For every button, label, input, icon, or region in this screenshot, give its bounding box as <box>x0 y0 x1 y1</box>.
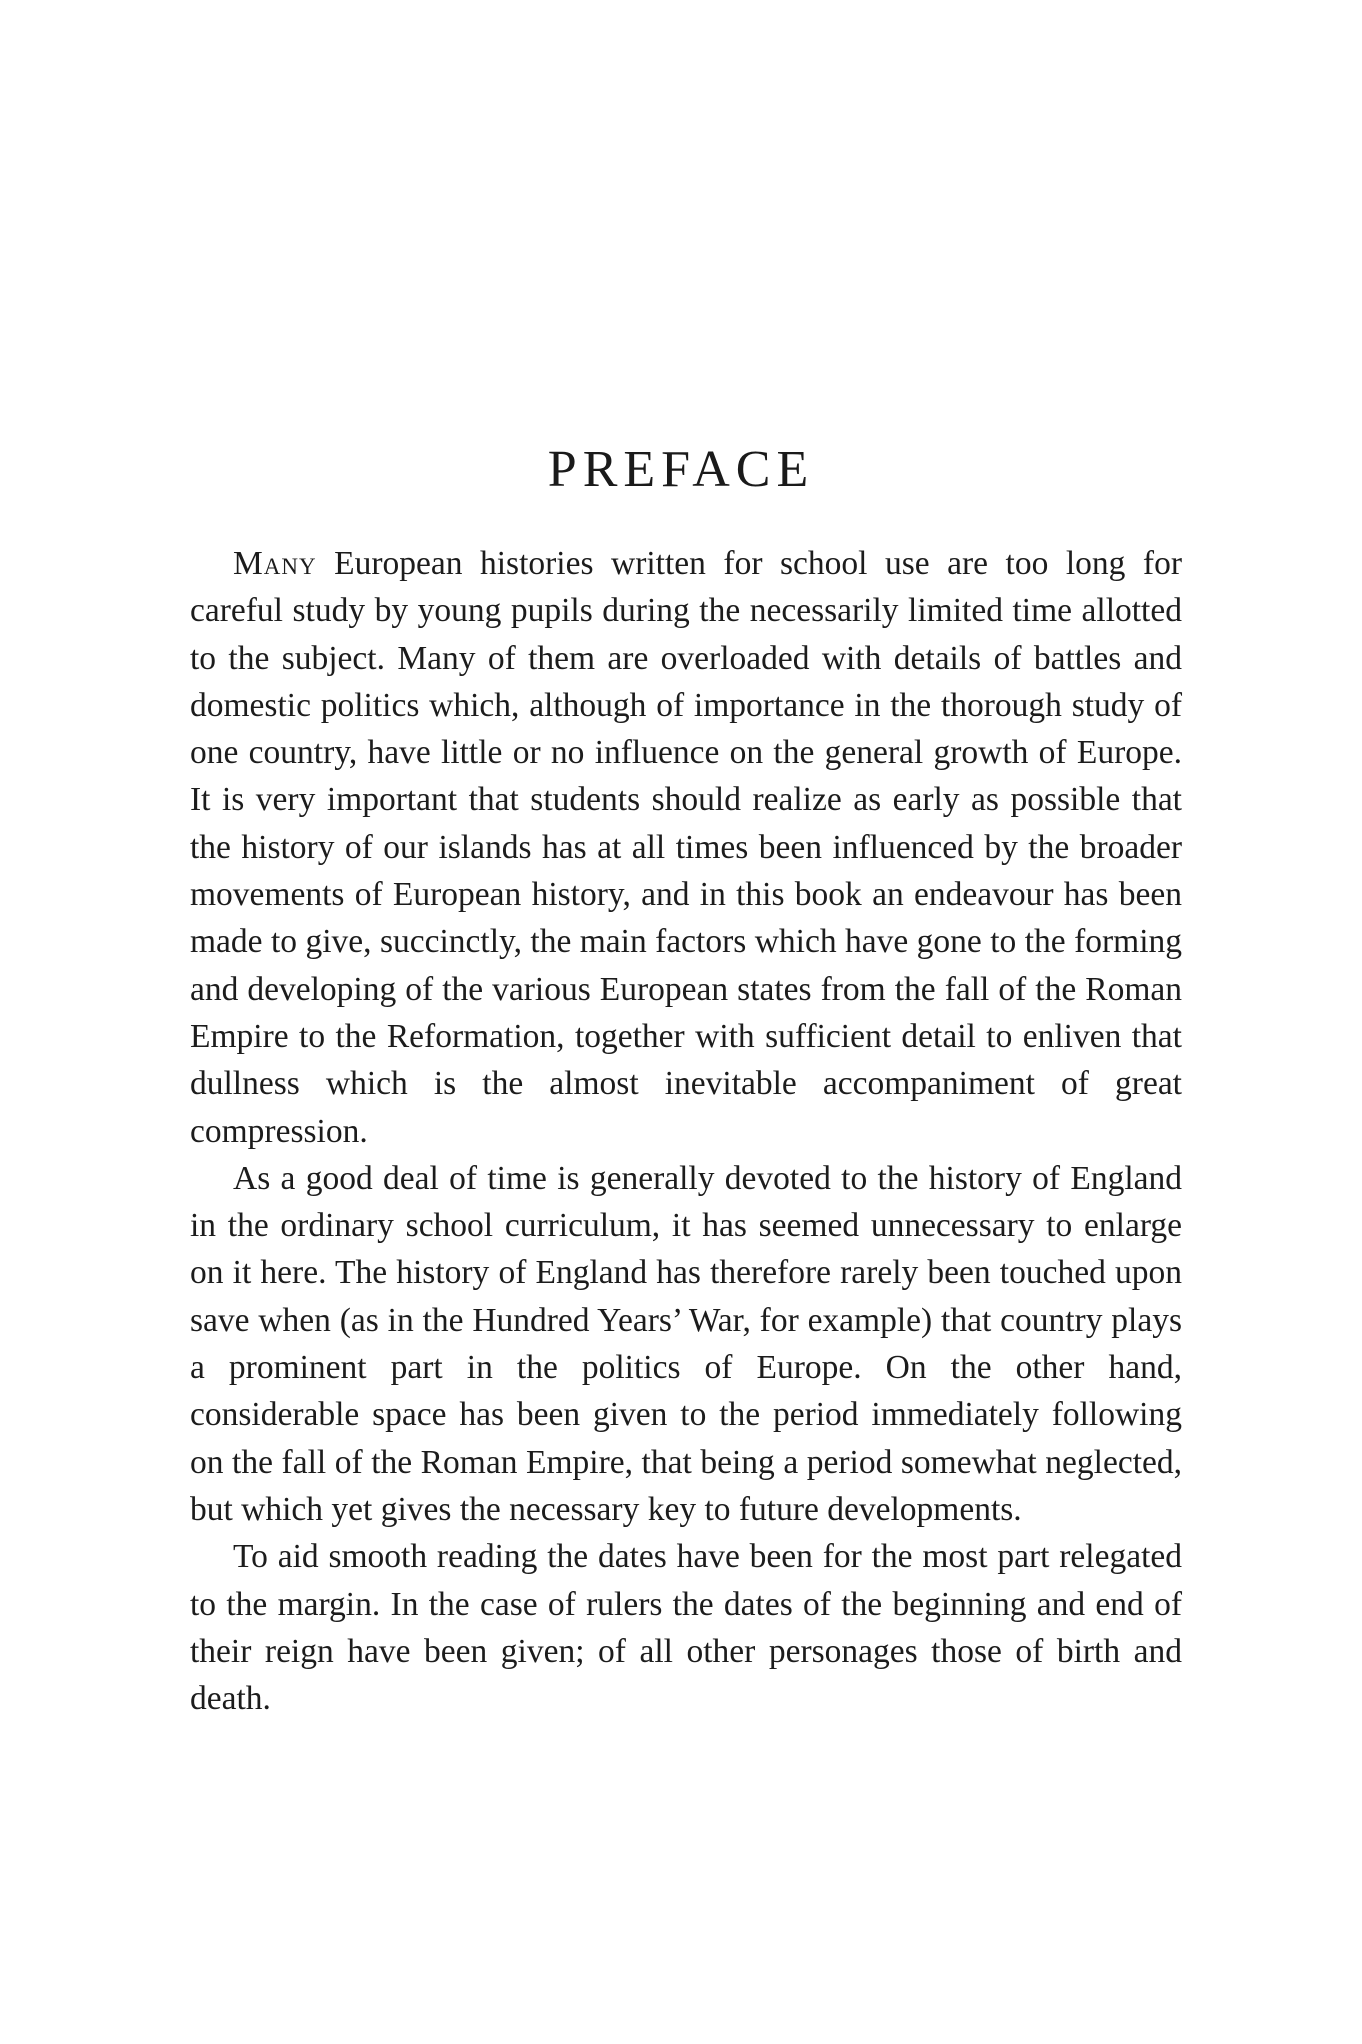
paragraph-2: As a good deal of time is generally devoted to the history of England in the ordinary school curriculum, it has seemed unnecessary to enlarge on it here. The history of England has therefore rarely been touched upon save when (as in the Hundred Years’ War, for example) that country plays a prominent part in the politics of Europe. On the other hand, considerable space has been given to the period immediately following on the fall of the Roman Empire, that being a period somewhat neglected, but which yet gives the necessary key to future developments. <box>190 1159 1182 1528</box>
paragraph-1-text: European histories written for school use are too long for careful study by young pupils during the necessarily limited time allotted to the subject. Many of them are overloaded with details of battles and domestic politics which, although of importance in the thorough study of one country, have little or no influence on the general growth of Europe. It is very important that students should realize as early as possible that the history of our islands has at all times been influenced by the broader movements of European history, and in this book an endeavour has been made to give, succinctly, the main factors which have gone to the forming and developing of the various European states from the fall of the Roman Empire to the Reformation, together with sufficient detail to enliven that dullness which is the almost inevitable accompaniment of great compression. <box>190 545 1182 1150</box>
paragraph-3: To aid smooth reading the dates have been for the most part relegated to the margin. In the case of rulers the dates of the beginning and end of their reign have been given; of all other personages those of birth and death. <box>190 1538 1182 1718</box>
preface-body <box>190 540 1182 1722</box>
paragraph-lead-word: Many <box>233 545 317 582</box>
page-title: PREFACE <box>547 441 815 498</box>
paragraph-1 <box>190 540 1182 1155</box>
